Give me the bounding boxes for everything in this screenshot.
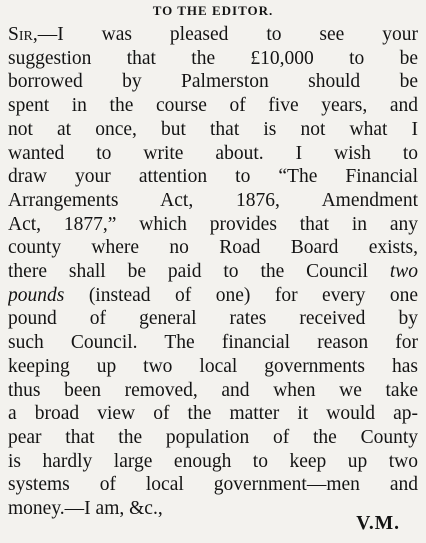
- letter-line-18: pear that the population of the County: [8, 426, 418, 448]
- letter-line-8: Arrangements Act, 1876, Amendment: [8, 189, 418, 211]
- letter-line-1: [8, 23, 418, 47]
- letter-line-19: is hardly large enough to keep up two: [8, 450, 418, 472]
- letter-line-17: a broad view of the matter it would ap-: [8, 403, 418, 425]
- letter-line-6: wanted to write about. I wish to: [8, 142, 418, 164]
- letter-line-15: keeping up two local governments has: [8, 355, 418, 377]
- letter-line-12-text: (instead of one) for every one: [64, 284, 418, 306]
- letter-line-2: suggestion that the £10,000 to be: [8, 47, 418, 69]
- letter-line-13: pound of general rates received by: [8, 308, 418, 330]
- letter-line-5: not at once, but that is not what I: [8, 118, 418, 140]
- letter-line-7: draw your attention to “The Financial: [8, 166, 418, 188]
- letter-line-9: Act, 1877,” which provides that in any: [8, 213, 418, 235]
- letter-line-16: thus been removed, and when we take: [8, 379, 418, 401]
- salutation: Sir,: [8, 24, 38, 45]
- letter-line-4: spent in the course of five years, and: [8, 95, 418, 117]
- letter-line-3: borrowed by Palmerston should be: [8, 71, 418, 93]
- letter-line-11-text: there shall be paid to the Council: [8, 261, 390, 283]
- letter-line-1-text: —I was pleased to see your: [37, 24, 418, 45]
- letter-line-14: such Council. The financial reason for: [8, 332, 418, 354]
- letter-line-20: systems of local government—men and: [8, 474, 418, 496]
- letter-line-11: [8, 260, 418, 284]
- italic-two: two: [389, 261, 418, 283]
- letter-body: [8, 23, 418, 521]
- letter-signature: V.M.: [356, 513, 400, 534]
- italic-pounds: pounds: [8, 284, 65, 306]
- letter-headline: TO THE EDITOR.: [152, 3, 274, 18]
- letter-line-21: money.—I am, &c.,: [8, 498, 163, 520]
- letter-line-10: county where no Road Board exists,: [8, 237, 418, 259]
- letter-line-12: [8, 284, 418, 308]
